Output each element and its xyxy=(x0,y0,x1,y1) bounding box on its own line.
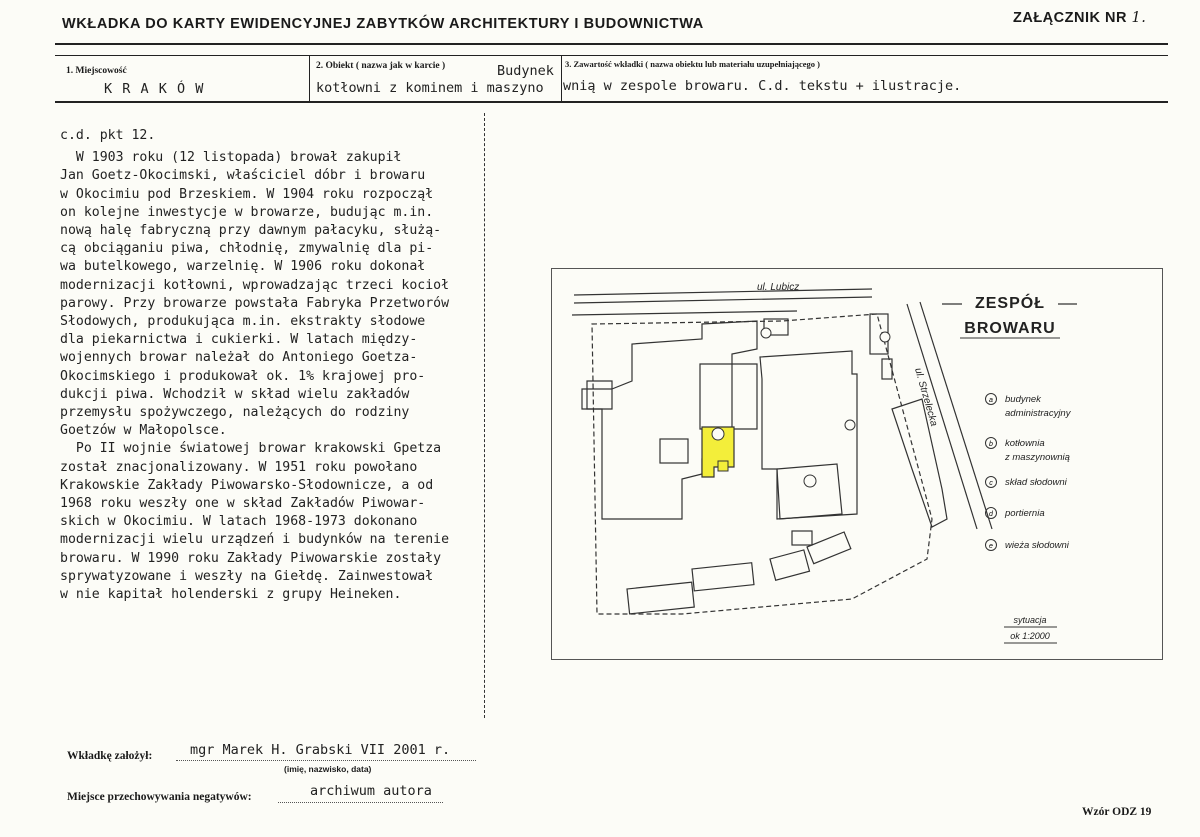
body-line: przemysłu spożywczego, należących do rodziny xyxy=(60,405,410,421)
marker-b xyxy=(712,428,724,440)
svg-text:d: d xyxy=(989,511,993,518)
attachment-number-value: 1. xyxy=(1131,10,1147,26)
body-line: on kolejne inwestycje w browarze, budując m.in. xyxy=(60,204,434,220)
field-divider-2 xyxy=(561,55,562,101)
body-line: W 1903 roku (12 listopada) brował zakupił xyxy=(60,150,402,166)
building-south xyxy=(770,550,810,580)
building-central-south xyxy=(777,464,842,519)
form-code: Wzór ODZ 19 xyxy=(1082,806,1152,818)
object-label: 2. Obiekt ( nazwa jak w karcie ) xyxy=(316,61,446,71)
street-line xyxy=(572,311,797,315)
negatives-label: Miejsce przechowywania negatywów: xyxy=(67,791,252,803)
marker-a xyxy=(804,475,816,487)
body-line: modernizacji kotłowni, wprowadzając trzeci kocioł xyxy=(60,277,450,293)
object-value-line2: kotłowni z kominem i maszyno xyxy=(316,80,544,96)
scale-line2: ok 1:2000 xyxy=(1010,631,1050,641)
building-west-yard xyxy=(660,439,688,463)
body-line: wa butelkowego, warzelnię. W 1906 roku dokonał xyxy=(60,259,426,275)
svg-text:portiernia: portiernia xyxy=(1005,508,1045,519)
map-title-line2: BROWARU xyxy=(964,320,1056,337)
building-east-strip xyxy=(892,399,947,527)
legend-item-d xyxy=(986,508,1045,520)
building-middle xyxy=(700,364,757,429)
building-south xyxy=(627,582,694,614)
street-line xyxy=(574,297,872,303)
content-label: 3. Zawartość wkładki ( nazwa obiektu lub materiału uzupełniającego ) xyxy=(565,59,821,69)
building-west xyxy=(582,321,757,519)
field-divider-1 xyxy=(309,55,310,101)
body-line: nową halę fabryczną przy dawnym pałacyku, służą- xyxy=(60,223,442,239)
street-top-label: ul. Lubicz xyxy=(757,282,800,293)
header-rule-top xyxy=(55,43,1168,45)
body-line: Jan Goetz-Okocimski, właściciel dóbr i browaru xyxy=(60,168,426,184)
street-right-label: ul. Strzelecka xyxy=(912,366,940,428)
map-legend xyxy=(986,394,1072,552)
marker-e xyxy=(845,420,855,430)
svg-text:administracyjny: administracyjny xyxy=(1005,408,1071,419)
body-line: wojennych browar należał do Antoniego Goetza- xyxy=(60,350,418,366)
svg-text:c: c xyxy=(989,480,993,487)
body-line: Słodowych, produkująca m.in. ekstrakty słodowe xyxy=(60,314,426,330)
author-label: Wkładkę założył: xyxy=(67,750,153,762)
svg-text:b: b xyxy=(989,441,993,448)
body-line: skich w Okocimiu. W latach 1968-1973 dokonano xyxy=(60,514,418,530)
legend-item-a xyxy=(986,394,1072,420)
marker-d xyxy=(761,328,771,338)
scale-line1: sytuacja xyxy=(1013,615,1047,625)
street-line xyxy=(574,289,872,295)
body-text xyxy=(60,127,485,604)
marker-c xyxy=(880,332,890,342)
legend-item-e xyxy=(986,540,1070,552)
body-line: Goetzów w Małopolsce. xyxy=(60,423,227,439)
svg-text:a: a xyxy=(989,397,993,404)
building-south xyxy=(807,532,851,564)
body-line: dukcji piwa. Wchodził w skład wielu zakładów xyxy=(60,386,410,402)
building-south xyxy=(692,563,754,591)
site-plan-drawing xyxy=(552,269,1162,659)
content-value: wnią w zespole browaru. C.d. tekstu + ilustracje. xyxy=(563,78,962,94)
negatives-value: archiwum autora xyxy=(310,783,432,799)
header-rule-mid xyxy=(55,55,1168,56)
map-title-line1: ZESPÓŁ xyxy=(974,295,1046,312)
building-central xyxy=(760,351,857,519)
locality-label: 1. Miejscowość xyxy=(66,66,127,76)
svg-text:z maszynownią: z maszynownią xyxy=(1005,452,1070,463)
body-line: 1968 roku weszły one w skład Zakładów Piwowar- xyxy=(60,496,426,512)
body-line: został znacjonalizowany. W 1951 roku powołano xyxy=(60,459,418,475)
legend-item-b xyxy=(986,438,1070,464)
building-small xyxy=(882,359,892,379)
body-line: c.d. pkt 12. xyxy=(60,128,156,143)
header-rule-bottom xyxy=(55,101,1168,103)
body-line: Krakowskie Zakłady Piwowarsko-Słodownicze, a od xyxy=(60,477,434,493)
building-west-annex xyxy=(587,381,612,409)
chimney xyxy=(718,461,728,471)
body-line: dla piekarnictwa i cukierki. W latach między- xyxy=(60,332,418,348)
site-plan xyxy=(551,268,1163,660)
svg-text:kotłownia: kotłownia xyxy=(1005,438,1045,449)
object-value-line1: Budynek xyxy=(497,63,554,79)
body-line: browaru. W 1990 roku Zakłady Piwowarskie zostały xyxy=(60,550,442,566)
attachment-number xyxy=(1013,10,1146,26)
locality-value: K R A K Ó W xyxy=(104,81,205,97)
body-line: cą obciąganiu piwa, chłodnię, zmywalnię dla pi- xyxy=(60,241,434,257)
form-title: WKŁADKA DO KARTY EWIDENCYJNEJ ZABYTKÓW ARCHITEKTURY I BUDOWNICTWA xyxy=(62,16,704,32)
body-line: Okocimskiego i produkował ok. 1% krajowej pro- xyxy=(60,368,426,384)
legend-item-c xyxy=(986,477,1068,489)
body-line: sprywatyzowane i weszły na Giełdę. Zainwestował xyxy=(60,568,434,584)
body-line: w nie kapitał holenderski z grupy Heineken. xyxy=(60,587,402,603)
body-line: w Okocimiu pod Brzeskiem. W 1904 roku rozpoczął xyxy=(60,186,434,202)
attachment-label: ZAŁĄCZNIK NR xyxy=(1013,10,1127,26)
svg-text:wieża słodowni: wieża słodowni xyxy=(1005,540,1069,551)
svg-text:skład słodowni: skład słodowni xyxy=(1005,477,1067,488)
body-line: modernizacji wielu urządzeń i budynków na terenie xyxy=(60,532,450,548)
svg-text:e: e xyxy=(989,543,993,550)
body-line: Po II wojnie światowej browar krakowski Gpetza xyxy=(60,441,442,457)
body-line: parowy. Przy browarze powstała Fabryka Przetworów xyxy=(60,295,450,311)
author-value: mgr Marek H. Grabski VII 2001 r. xyxy=(190,742,451,758)
svg-text:budynek: budynek xyxy=(1005,394,1041,405)
author-hint: (imię, nazwisko, data) xyxy=(284,764,372,774)
building-south-small xyxy=(792,531,812,545)
